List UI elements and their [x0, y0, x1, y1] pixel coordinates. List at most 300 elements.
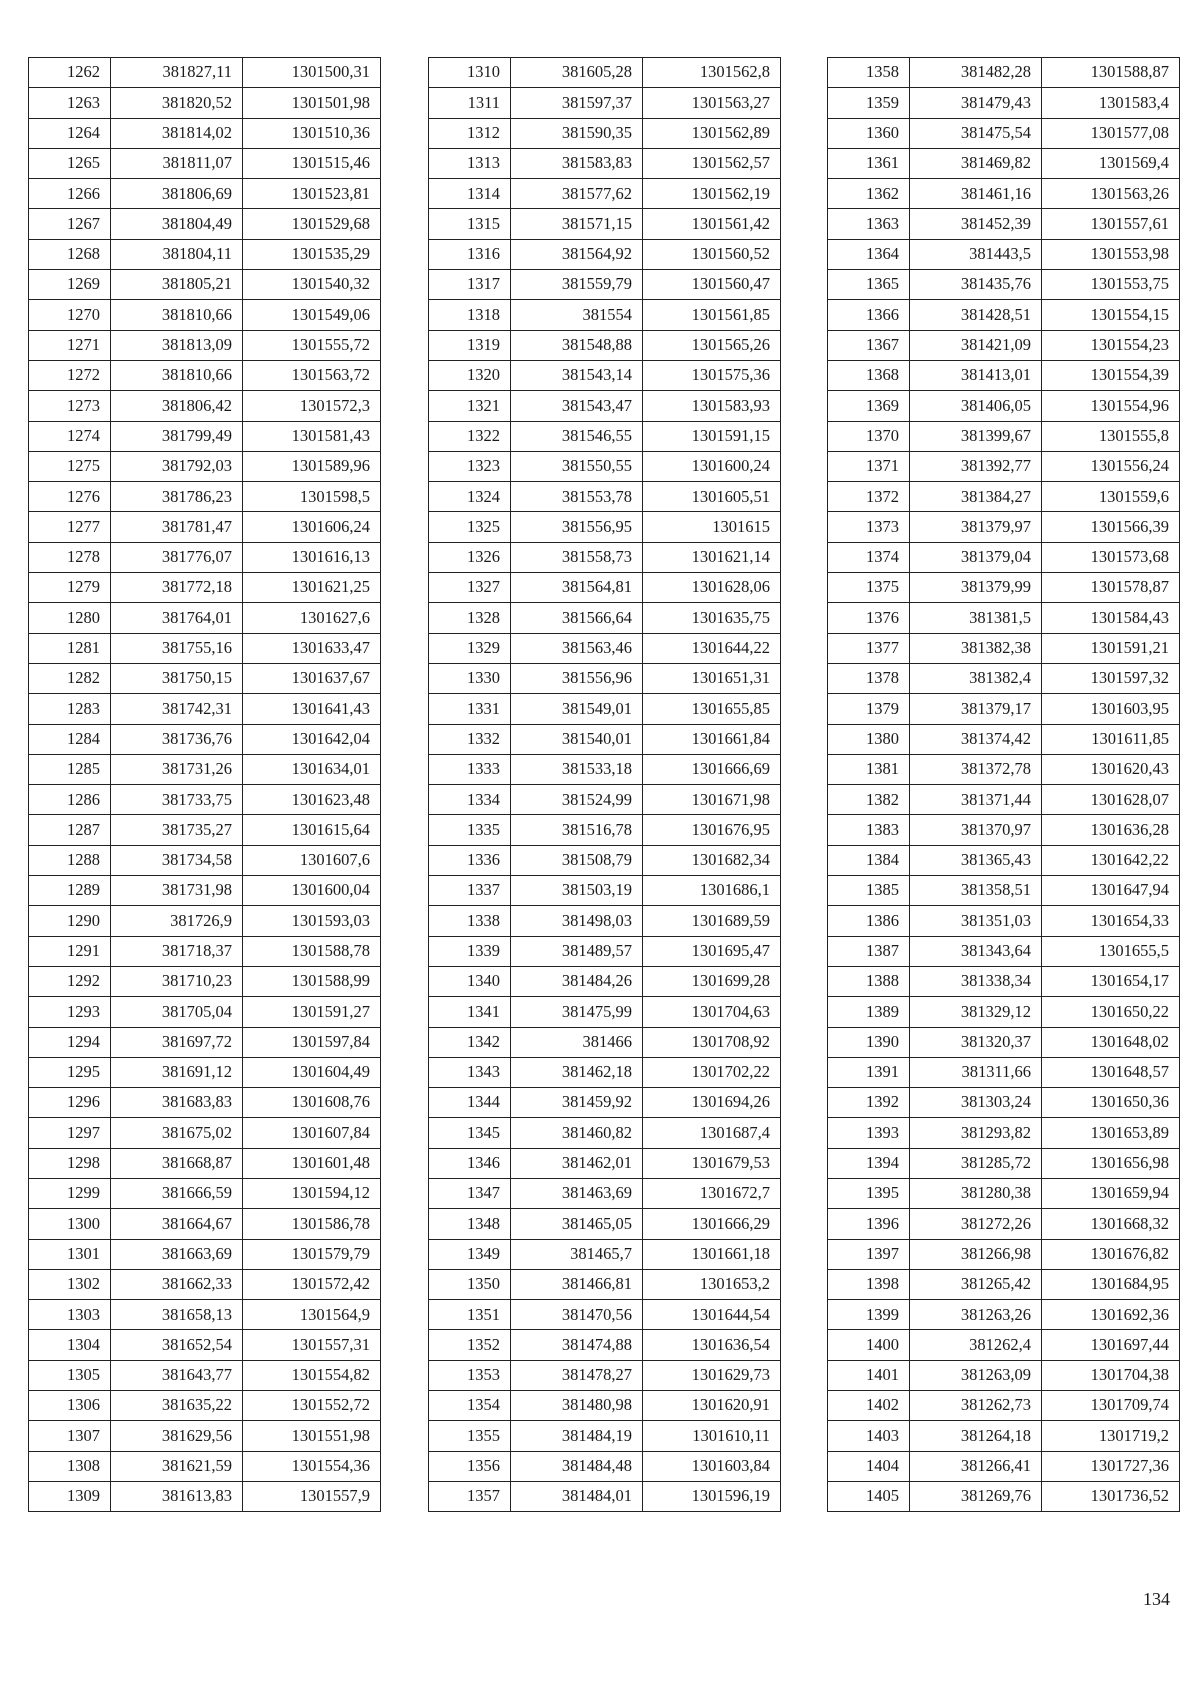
x-coordinate-cell: 381806,69	[111, 179, 243, 209]
x-coordinate-cell: 381358,51	[910, 876, 1042, 906]
y-coordinate-cell: 1301579,79	[243, 1239, 381, 1269]
point-number-cell: 1385	[828, 876, 910, 906]
x-coordinate-cell: 381590,35	[511, 118, 643, 148]
table-row	[429, 148, 781, 178]
x-coordinate-cell: 381804,11	[111, 239, 243, 269]
table-row	[429, 966, 781, 996]
x-coordinate-cell: 381810,66	[111, 300, 243, 330]
x-coordinate-cell: 381379,97	[910, 512, 1042, 542]
table-row	[828, 1209, 1180, 1239]
y-coordinate-cell: 1301616,13	[243, 542, 381, 572]
x-coordinate-cell: 381564,92	[511, 239, 643, 269]
y-coordinate-cell: 1301642,04	[243, 724, 381, 754]
point-number-cell: 1383	[828, 815, 910, 845]
y-coordinate-cell: 1301650,36	[1042, 1088, 1180, 1118]
x-coordinate-cell: 381484,48	[511, 1451, 643, 1481]
table-row	[29, 330, 381, 360]
y-coordinate-cell: 1301704,38	[1042, 1360, 1180, 1390]
point-number-cell: 1370	[828, 421, 910, 451]
table-row	[828, 603, 1180, 633]
x-coordinate-cell: 381262,4	[910, 1330, 1042, 1360]
table-row	[828, 88, 1180, 118]
x-coordinate-cell: 381459,92	[511, 1088, 643, 1118]
point-number-cell: 1326	[429, 542, 511, 572]
y-coordinate-cell: 1301557,9	[243, 1481, 381, 1511]
table-row	[429, 1421, 781, 1451]
x-coordinate-cell: 381480,98	[511, 1391, 643, 1421]
coordinates-table-1	[28, 57, 381, 1512]
point-number-cell: 1387	[828, 936, 910, 966]
table-row	[29, 1391, 381, 1421]
point-number-cell: 1291	[29, 936, 111, 966]
x-coordinate-cell: 381810,66	[111, 360, 243, 390]
point-number-cell: 1333	[429, 754, 511, 784]
point-number-cell: 1280	[29, 603, 111, 633]
point-number-cell: 1270	[29, 300, 111, 330]
page-number: 134	[1143, 1589, 1170, 1609]
table-row	[429, 451, 781, 481]
coordinates-table-2	[428, 57, 781, 1512]
table-row	[828, 997, 1180, 1027]
table-row	[429, 724, 781, 754]
x-coordinate-cell: 381658,13	[111, 1300, 243, 1330]
x-coordinate-cell: 381813,09	[111, 330, 243, 360]
point-number-cell: 1265	[29, 148, 111, 178]
point-number-cell: 1314	[429, 179, 511, 209]
point-number-cell: 1389	[828, 997, 910, 1027]
point-number-cell: 1318	[429, 300, 511, 330]
y-coordinate-cell: 1301554,39	[1042, 360, 1180, 390]
point-number-cell: 1279	[29, 573, 111, 603]
x-coordinate-cell: 381750,15	[111, 663, 243, 693]
y-coordinate-cell: 1301563,27	[643, 88, 781, 118]
point-number-cell: 1263	[29, 88, 111, 118]
x-coordinate-cell: 381266,98	[910, 1239, 1042, 1269]
y-coordinate-cell: 1301719,2	[1042, 1421, 1180, 1451]
y-coordinate-cell: 1301676,95	[643, 815, 781, 845]
table-row	[828, 1118, 1180, 1148]
y-coordinate-cell: 1301605,51	[643, 482, 781, 512]
x-coordinate-cell: 381263,26	[910, 1300, 1042, 1330]
y-coordinate-cell: 1301654,17	[1042, 966, 1180, 996]
point-number-cell: 1345	[429, 1118, 511, 1148]
x-coordinate-cell: 381381,5	[910, 603, 1042, 633]
table-row	[429, 391, 781, 421]
table-row	[429, 633, 781, 663]
table-row	[828, 724, 1180, 754]
table-row	[828, 421, 1180, 451]
point-number-cell: 1381	[828, 754, 910, 784]
x-coordinate-cell: 381799,49	[111, 421, 243, 451]
y-coordinate-cell: 1301588,99	[243, 966, 381, 996]
point-number-cell: 1302	[29, 1269, 111, 1299]
table-row	[429, 360, 781, 390]
x-coordinate-cell: 381652,54	[111, 1330, 243, 1360]
y-coordinate-cell: 1301594,12	[243, 1178, 381, 1208]
table-row	[429, 603, 781, 633]
x-coordinate-cell: 381329,12	[910, 997, 1042, 1027]
table-row	[828, 1088, 1180, 1118]
table-row	[29, 663, 381, 693]
x-coordinate-cell: 381263,09	[910, 1360, 1042, 1390]
x-coordinate-cell: 381776,07	[111, 542, 243, 572]
table-row	[29, 1451, 381, 1481]
table-row	[828, 815, 1180, 845]
x-coordinate-cell: 381469,82	[910, 148, 1042, 178]
table-row	[429, 1330, 781, 1360]
table-row	[29, 1088, 381, 1118]
y-coordinate-cell: 1301647,94	[1042, 876, 1180, 906]
y-coordinate-cell: 1301572,3	[243, 391, 381, 421]
point-number-cell: 1293	[29, 997, 111, 1027]
point-number-cell: 1286	[29, 785, 111, 815]
point-number-cell: 1288	[29, 845, 111, 875]
table-row	[29, 148, 381, 178]
point-number-cell: 1348	[429, 1209, 511, 1239]
x-coordinate-cell: 381392,77	[910, 451, 1042, 481]
point-number-cell: 1284	[29, 724, 111, 754]
x-coordinate-cell: 381370,97	[910, 815, 1042, 845]
table-row	[429, 663, 781, 693]
x-coordinate-cell: 381571,15	[511, 209, 643, 239]
y-coordinate-cell: 1301666,29	[643, 1209, 781, 1239]
y-coordinate-cell: 1301555,72	[243, 330, 381, 360]
table-row	[29, 421, 381, 451]
x-coordinate-cell: 381508,79	[511, 845, 643, 875]
point-number-cell: 1401	[828, 1360, 910, 1390]
table-row	[29, 391, 381, 421]
x-coordinate-cell: 381293,82	[910, 1118, 1042, 1148]
table-row	[828, 785, 1180, 815]
table-row	[429, 118, 781, 148]
point-number-cell: 1335	[429, 815, 511, 845]
table-row	[828, 1330, 1180, 1360]
table-row	[29, 694, 381, 724]
table-row	[29, 1057, 381, 1087]
x-coordinate-cell: 381264,18	[910, 1421, 1042, 1451]
y-coordinate-cell: 1301565,26	[643, 330, 781, 360]
y-coordinate-cell: 1301635,75	[643, 603, 781, 633]
point-number-cell: 1351	[429, 1300, 511, 1330]
y-coordinate-cell: 1301500,31	[243, 58, 381, 88]
point-number-cell: 1299	[29, 1178, 111, 1208]
table-row	[29, 1421, 381, 1451]
y-coordinate-cell: 1301560,52	[643, 239, 781, 269]
point-number-cell: 1353	[429, 1360, 511, 1390]
x-coordinate-cell: 381543,14	[511, 360, 643, 390]
table-row	[29, 118, 381, 148]
x-coordinate-cell: 381605,28	[511, 58, 643, 88]
x-coordinate-cell: 381280,38	[910, 1178, 1042, 1208]
point-number-cell: 1399	[828, 1300, 910, 1330]
table-row	[828, 58, 1180, 88]
x-coordinate-cell: 381503,19	[511, 876, 643, 906]
table-row	[828, 330, 1180, 360]
point-number-cell: 1287	[29, 815, 111, 845]
point-number-cell: 1334	[429, 785, 511, 815]
y-coordinate-cell: 1301654,33	[1042, 906, 1180, 936]
y-coordinate-cell: 1301575,36	[643, 360, 781, 390]
table-row	[29, 1118, 381, 1148]
table-row	[429, 785, 781, 815]
table-row	[429, 1118, 781, 1148]
point-number-cell: 1354	[429, 1391, 511, 1421]
point-number-cell: 1321	[429, 391, 511, 421]
table-body	[29, 58, 381, 1512]
point-number-cell: 1324	[429, 482, 511, 512]
y-coordinate-cell: 1301551,98	[243, 1421, 381, 1451]
point-number-cell: 1322	[429, 421, 511, 451]
y-coordinate-cell: 1301697,44	[1042, 1330, 1180, 1360]
point-number-cell: 1376	[828, 603, 910, 633]
table-row	[29, 1239, 381, 1269]
y-coordinate-cell: 1301564,9	[243, 1300, 381, 1330]
y-coordinate-cell: 1301666,69	[643, 754, 781, 784]
table-row	[828, 300, 1180, 330]
point-number-cell: 1276	[29, 482, 111, 512]
x-coordinate-cell: 381484,26	[511, 966, 643, 996]
y-coordinate-cell: 1301661,84	[643, 724, 781, 754]
point-number-cell: 1342	[429, 1027, 511, 1057]
table-row	[429, 936, 781, 966]
point-number-cell: 1397	[828, 1239, 910, 1269]
point-number-cell: 1312	[429, 118, 511, 148]
table-row	[29, 815, 381, 845]
point-number-cell: 1358	[828, 58, 910, 88]
x-coordinate-cell: 381498,03	[511, 906, 643, 936]
y-coordinate-cell: 1301692,36	[1042, 1300, 1180, 1330]
table-row	[429, 906, 781, 936]
x-coordinate-cell: 381484,01	[511, 1481, 643, 1511]
x-coordinate-cell: 381563,46	[511, 633, 643, 663]
table-row	[29, 58, 381, 88]
x-coordinate-cell: 381781,47	[111, 512, 243, 542]
y-coordinate-cell: 1301709,74	[1042, 1391, 1180, 1421]
x-coordinate-cell: 381482,28	[910, 58, 1042, 88]
table-row	[429, 512, 781, 542]
x-coordinate-cell: 381556,96	[511, 663, 643, 693]
point-number-cell: 1300	[29, 1209, 111, 1239]
table-row	[828, 209, 1180, 239]
x-coordinate-cell: 381384,27	[910, 482, 1042, 512]
x-coordinate-cell: 381558,73	[511, 542, 643, 572]
table-row	[429, 1178, 781, 1208]
point-number-cell: 1298	[29, 1148, 111, 1178]
x-coordinate-cell: 381548,88	[511, 330, 643, 360]
table-row	[29, 1360, 381, 1390]
point-number-cell: 1384	[828, 845, 910, 875]
y-coordinate-cell: 1301515,46	[243, 148, 381, 178]
table-row	[828, 391, 1180, 421]
table-row	[29, 573, 381, 603]
y-coordinate-cell: 1301591,21	[1042, 633, 1180, 663]
coordinates-table-3	[827, 57, 1180, 1512]
point-number-cell: 1304	[29, 1330, 111, 1360]
point-number-cell: 1339	[429, 936, 511, 966]
table-row	[828, 633, 1180, 663]
y-coordinate-cell: 1301636,28	[1042, 815, 1180, 845]
y-coordinate-cell: 1301628,07	[1042, 785, 1180, 815]
point-number-cell: 1331	[429, 694, 511, 724]
table-row	[29, 906, 381, 936]
point-number-cell: 1330	[429, 663, 511, 693]
table-row	[828, 1360, 1180, 1390]
x-coordinate-cell: 381428,51	[910, 300, 1042, 330]
point-number-cell: 1359	[828, 88, 910, 118]
y-coordinate-cell: 1301682,34	[643, 845, 781, 875]
x-coordinate-cell: 381691,12	[111, 1057, 243, 1087]
table-row	[828, 1239, 1180, 1269]
x-coordinate-cell: 381320,37	[910, 1027, 1042, 1057]
table-row	[29, 482, 381, 512]
table-row	[429, 482, 781, 512]
point-number-cell: 1278	[29, 542, 111, 572]
point-number-cell: 1355	[429, 1421, 511, 1451]
point-number-cell: 1403	[828, 1421, 910, 1451]
y-coordinate-cell: 1301563,26	[1042, 179, 1180, 209]
y-coordinate-cell: 1301637,67	[243, 663, 381, 693]
table-row	[29, 997, 381, 1027]
y-coordinate-cell: 1301549,06	[243, 300, 381, 330]
table-row	[29, 1330, 381, 1360]
x-coordinate-cell: 381413,01	[910, 360, 1042, 390]
table-row	[429, 542, 781, 572]
x-coordinate-cell: 381733,75	[111, 785, 243, 815]
point-number-cell: 1266	[29, 179, 111, 209]
x-coordinate-cell: 381811,07	[111, 148, 243, 178]
x-coordinate-cell: 381814,02	[111, 118, 243, 148]
x-coordinate-cell: 381675,02	[111, 1118, 243, 1148]
point-number-cell: 1315	[429, 209, 511, 239]
table-row	[429, 876, 781, 906]
x-coordinate-cell: 381484,19	[511, 1421, 643, 1451]
table-row	[828, 482, 1180, 512]
point-number-cell: 1392	[828, 1088, 910, 1118]
x-coordinate-cell: 381550,55	[511, 451, 643, 481]
point-number-cell: 1374	[828, 542, 910, 572]
point-number-cell: 1404	[828, 1451, 910, 1481]
point-number-cell: 1366	[828, 300, 910, 330]
y-coordinate-cell: 1301569,4	[1042, 148, 1180, 178]
point-number-cell: 1325	[429, 512, 511, 542]
table-row	[429, 270, 781, 300]
point-number-cell: 1363	[828, 209, 910, 239]
x-coordinate-cell: 381764,01	[111, 603, 243, 633]
y-coordinate-cell: 1301627,6	[243, 603, 381, 633]
x-coordinate-cell: 381382,4	[910, 663, 1042, 693]
y-coordinate-cell: 1301578,87	[1042, 573, 1180, 603]
y-coordinate-cell: 1301634,01	[243, 754, 381, 784]
table-row	[429, 300, 781, 330]
y-coordinate-cell: 1301591,27	[243, 997, 381, 1027]
table-row	[429, 209, 781, 239]
y-coordinate-cell: 1301659,94	[1042, 1178, 1180, 1208]
x-coordinate-cell: 381466,81	[511, 1269, 643, 1299]
x-coordinate-cell: 381804,49	[111, 209, 243, 239]
y-coordinate-cell: 1301583,4	[1042, 88, 1180, 118]
x-coordinate-cell: 381629,56	[111, 1421, 243, 1451]
x-coordinate-cell: 381475,54	[910, 118, 1042, 148]
x-coordinate-cell: 381374,42	[910, 724, 1042, 754]
x-coordinate-cell: 381577,62	[511, 179, 643, 209]
point-number-cell: 1379	[828, 694, 910, 724]
point-number-cell: 1390	[828, 1027, 910, 1057]
point-number-cell: 1301	[29, 1239, 111, 1269]
x-coordinate-cell: 381460,82	[511, 1118, 643, 1148]
x-coordinate-cell: 381465,05	[511, 1209, 643, 1239]
table-row	[429, 1269, 781, 1299]
point-number-cell: 1361	[828, 148, 910, 178]
y-coordinate-cell: 1301557,61	[1042, 209, 1180, 239]
y-coordinate-cell: 1301559,6	[1042, 482, 1180, 512]
table-row	[828, 966, 1180, 996]
point-number-cell: 1393	[828, 1118, 910, 1148]
point-number-cell: 1309	[29, 1481, 111, 1511]
x-coordinate-cell: 381266,41	[910, 1451, 1042, 1481]
point-number-cell: 1338	[429, 906, 511, 936]
point-number-cell: 1306	[29, 1391, 111, 1421]
y-coordinate-cell: 1301727,36	[1042, 1451, 1180, 1481]
y-coordinate-cell: 1301610,11	[643, 1421, 781, 1451]
table-row	[429, 58, 781, 88]
y-coordinate-cell: 1301577,08	[1042, 118, 1180, 148]
table-row	[429, 1088, 781, 1118]
x-coordinate-cell: 381666,59	[111, 1178, 243, 1208]
x-coordinate-cell: 381470,56	[511, 1300, 643, 1330]
table-row	[828, 906, 1180, 936]
y-coordinate-cell: 1301603,95	[1042, 694, 1180, 724]
table-row	[828, 451, 1180, 481]
y-coordinate-cell: 1301702,22	[643, 1057, 781, 1087]
x-coordinate-cell: 381553,78	[511, 482, 643, 512]
x-coordinate-cell: 381613,83	[111, 1481, 243, 1511]
x-coordinate-cell: 381734,58	[111, 845, 243, 875]
y-coordinate-cell: 1301553,98	[1042, 239, 1180, 269]
x-coordinate-cell: 381489,57	[511, 936, 643, 966]
table-row	[429, 1209, 781, 1239]
point-number-cell: 1378	[828, 663, 910, 693]
y-coordinate-cell: 1301668,32	[1042, 1209, 1180, 1239]
x-coordinate-cell: 381379,04	[910, 542, 1042, 572]
x-coordinate-cell: 381462,18	[511, 1057, 643, 1087]
x-coordinate-cell: 381311,66	[910, 1057, 1042, 1087]
point-number-cell: 1373	[828, 512, 910, 542]
y-coordinate-cell: 1301655,5	[1042, 936, 1180, 966]
y-coordinate-cell: 1301597,32	[1042, 663, 1180, 693]
x-coordinate-cell: 381265,42	[910, 1269, 1042, 1299]
x-coordinate-cell: 381372,78	[910, 754, 1042, 784]
y-coordinate-cell: 1301554,23	[1042, 330, 1180, 360]
y-coordinate-cell: 1301562,89	[643, 118, 781, 148]
point-number-cell: 1283	[29, 694, 111, 724]
y-coordinate-cell: 1301553,75	[1042, 270, 1180, 300]
point-number-cell: 1362	[828, 179, 910, 209]
table-row	[429, 754, 781, 784]
point-number-cell: 1375	[828, 573, 910, 603]
table-row	[29, 209, 381, 239]
x-coordinate-cell: 381742,31	[111, 694, 243, 724]
y-coordinate-cell: 1301562,57	[643, 148, 781, 178]
point-number-cell: 1269	[29, 270, 111, 300]
point-number-cell: 1297	[29, 1118, 111, 1148]
point-number-cell: 1332	[429, 724, 511, 754]
x-coordinate-cell: 381421,09	[910, 330, 1042, 360]
point-number-cell: 1405	[828, 1481, 910, 1511]
x-coordinate-cell: 381726,9	[111, 906, 243, 936]
y-coordinate-cell: 1301581,43	[243, 421, 381, 451]
y-coordinate-cell: 1301589,96	[243, 451, 381, 481]
table-row	[828, 1057, 1180, 1087]
